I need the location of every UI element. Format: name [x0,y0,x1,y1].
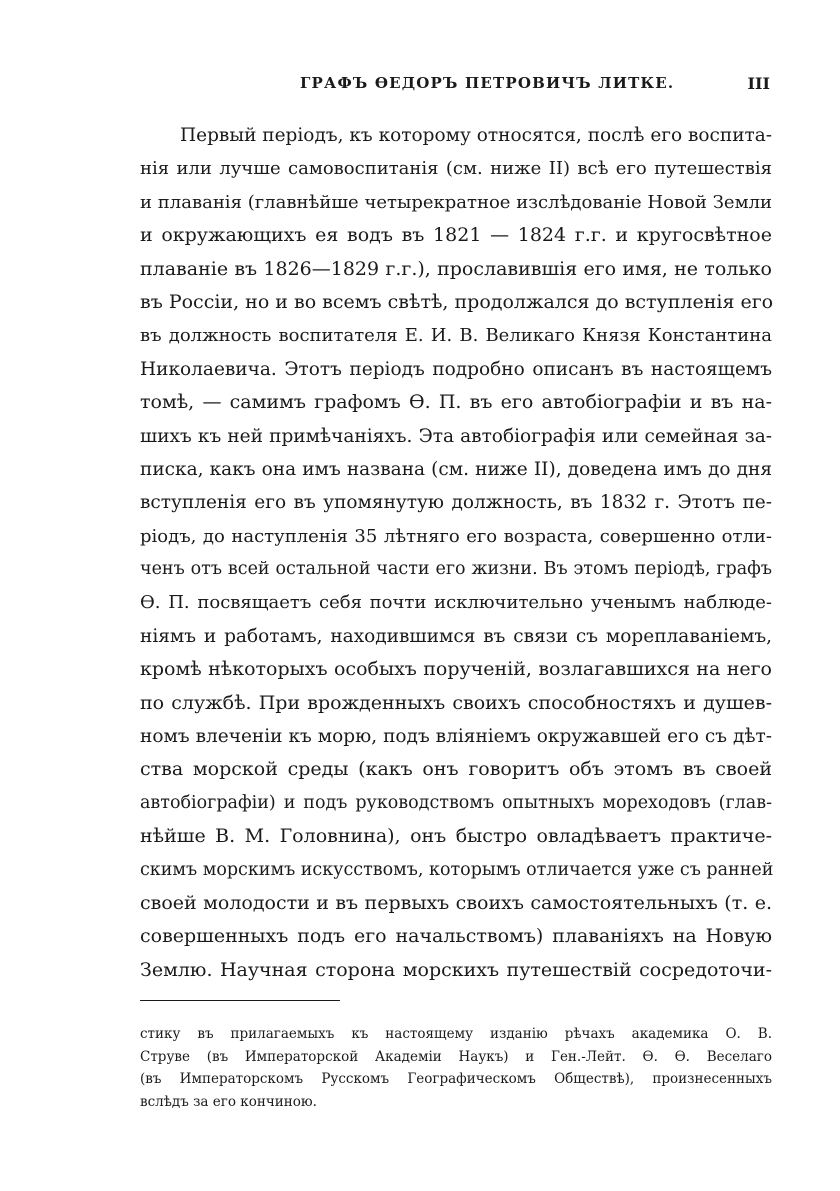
text-line: нѣйше В. М. Головнина), онъ быстро овладѣваетъ практиче- [140,825,772,848]
main-text [140,119,772,987]
text-line: Николаевича. Этотъ періодъ подробно описанъ въ настоящемъ [140,358,772,380]
text-line: ніямъ и работамъ, находившимся въ связи съ мореплаваніемъ, [140,625,772,647]
text-line: автобіографіи) и подъ руководствомъ опытныхъ мореходовъ (глав- [140,792,772,813]
text-line: номъ влеченіи къ морю, подъ вліяніемъ окружавшей его съ дѣт- [140,726,772,748]
page-number: III [747,74,770,93]
footnote-line: стику въ прилагаемыхъ къ настоящему изданію рѣчахъ академика О. В. [140,1026,772,1042]
footnote [140,1023,772,1113]
text-line: ства морской среды (какъ онъ говоритъ объ этомъ въ своей [140,758,772,781]
running-title: ГРАФЪ ѲЕДОРЪ ПЕТРОВИЧЪ ЛИТКЕ. [300,74,675,92]
text-line: Первый періодъ, къ которому относятся, послѣ его воспита- [180,125,773,146]
text-line: ріодъ, до наступленія 35 лѣтняго его возраста, совершенно отли- [140,525,772,547]
text-line: по службѣ. При врожденныхъ своихъ способностяхъ и душев- [140,691,772,714]
text-line: ченъ отъ всей остальной части его жизни. Въ этомъ періодѣ, графъ [140,559,772,580]
footnote-line: (въ Императорскомъ Русскомъ Географическомъ Обществѣ), произнесенныхъ [140,1071,772,1087]
text-line: писка, какъ она имъ названа (см. ниже II), доведена имъ до дня [140,458,772,480]
text-line: скимъ морскимъ искусствомъ, которымъ отличается уже съ ранней [140,859,774,880]
footnote-line: Струве (въ Императорской Академіи Наукъ) и Ген.-Лейт. Ѳ. Ѳ. Веселаго [140,1048,772,1065]
text-line: и плаванія (главнѣйше четырекратное изслѣдованіе Новой Земли [140,191,772,213]
text-line: нія или лучше самовоспитанія (см. ниже II) всѣ его путешествія [140,158,772,180]
text-line: плаваніе въ 1826—1829 г.г.), прославившія его имя, не только [140,257,772,280]
text-line: Землю. Научная сторона морскихъ путешествій сосредоточи- [140,958,772,981]
text-line: и окружающихъ ея водъ въ 1821 — 1824 г.г. и кругосвѣтное [140,224,772,247]
text-line: кромѣ нѣкоторыхъ особыхъ порученій, возлагавшихся на него [140,658,772,681]
text-line: въ должность воспитателя Е. И. В. Великаго Князя Константина [140,325,772,347]
text-line: вступленія его въ упомянутую должность, въ 1832 г. Этотъ пе- [140,492,772,514]
footnote-line: вслѣдъ за его кончиною. [140,1093,317,1110]
text-line: въ Россіи, но и во всемъ свѣтѣ, продолжался до вступленія его [140,290,774,313]
text-line: совершенныхъ подъ его начальствомъ) плаваніяхъ на Новую [140,925,772,948]
footnote-divider [140,1000,340,1001]
text-line: томѣ, — самимъ графомъ Ѳ. П. въ его автобіографіи и въ на- [140,391,772,414]
text-line: Ѳ. П. посвящаетъ себя почти исключительно ученымъ наблюде- [140,592,772,614]
text-line: своей молодости и въ первыхъ своихъ самостоятельныхъ (т. е. [140,891,772,914]
running-head [140,74,770,98]
text-line: шихъ къ ней примѣчаніяхъ. Эта автобіографія или семейная за- [140,425,772,447]
